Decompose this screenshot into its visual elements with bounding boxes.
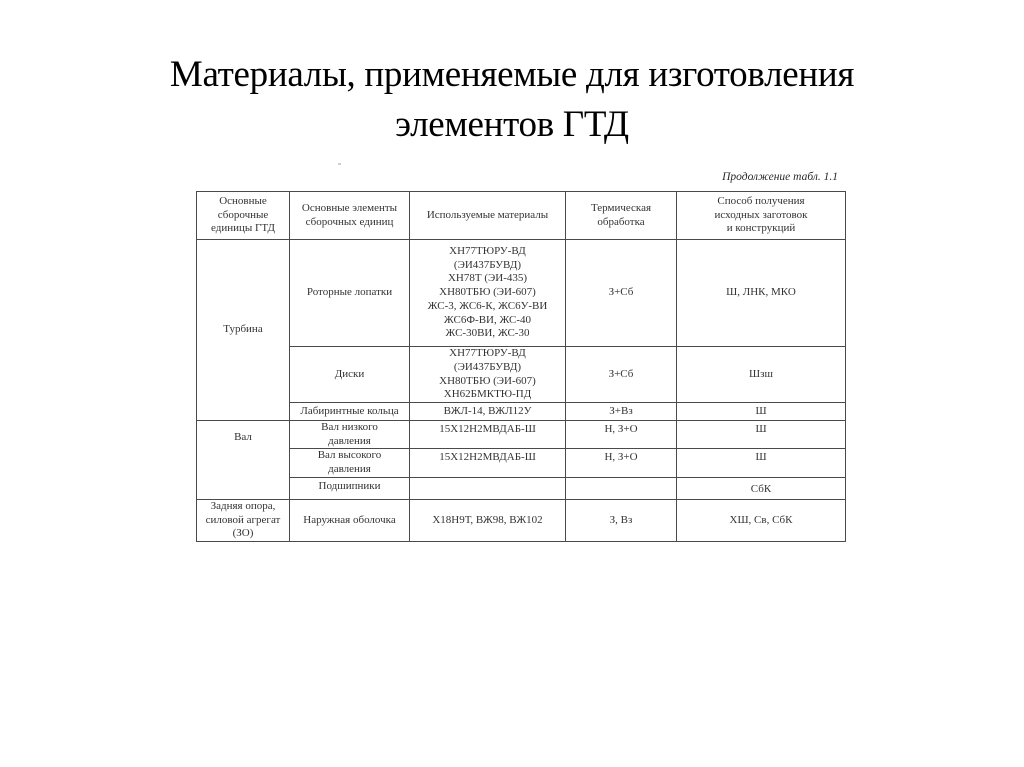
element-text: Диски — [334, 367, 365, 380]
material-text: ХН62БМКТЮ-ПД — [443, 388, 532, 401]
header-text: сборочные — [217, 208, 269, 221]
material-text: (ЭИ437БУВД) — [453, 258, 522, 271]
unit-text: Вал — [234, 431, 252, 443]
unit-cell-turbine — [197, 240, 290, 421]
table-row — [197, 449, 846, 477]
table-row — [197, 477, 846, 499]
unit-cell-rear-support — [197, 499, 290, 541]
method-cell: ХШ, Св, СбК — [677, 499, 846, 541]
unit-text: (ЗО) — [232, 527, 254, 540]
material-text: (ЭИ437БУВД) — [453, 360, 522, 373]
heat-treatment-cell: З+Сб — [566, 240, 677, 347]
header-text: Основные элементы — [301, 201, 398, 214]
element-cell — [290, 477, 410, 499]
element-cell — [290, 499, 410, 541]
material-text: ЖС6Ф-ВИ, ЖС-40 — [443, 313, 532, 326]
element-text: давления — [328, 463, 371, 476]
slide-title-line-1: Материалы, применяемые для изготовления — [169, 54, 855, 95]
element-cell — [290, 403, 410, 421]
header-text: обработка — [597, 215, 645, 228]
material-text: 15Х12Н2МВДАБ-Ш — [439, 451, 536, 464]
header-method — [677, 192, 846, 240]
material-text: ВЖЛ-14, ВЖЛ12У — [443, 404, 532, 417]
method-cell: Шзш — [677, 347, 846, 403]
method-cell: Ш — [677, 421, 846, 449]
materials-cell — [410, 477, 566, 499]
header-text: Используемые материалы — [426, 208, 549, 221]
element-text: Роторные лопатки — [306, 286, 393, 299]
material-text: ЖС-3, ЖС6-К, ЖС6У-ВИ — [427, 299, 548, 312]
heat-treatment-cell — [566, 477, 677, 499]
element-cell — [290, 421, 410, 449]
unit-text: силовой агрегат — [205, 513, 281, 526]
slide-title-line-2: элементов ГТД — [395, 104, 629, 145]
element-cell — [290, 240, 410, 347]
method-cell: Ш — [677, 403, 846, 421]
element-text: Лабиринтные кольца — [300, 404, 399, 417]
table-row — [197, 347, 846, 403]
method-cell: Ш, ЛНК, МКО — [677, 240, 846, 347]
heat-treatment-cell: Н, З+О — [566, 421, 677, 449]
scan-speck — [338, 163, 341, 165]
materials-cell — [410, 403, 566, 421]
header-materials — [410, 192, 566, 240]
table-row — [197, 403, 846, 421]
method-cell: Ш — [677, 449, 846, 477]
heat-treatment-cell: З+Сб — [566, 347, 677, 403]
header-text: Термическая — [590, 201, 652, 214]
header-text: единицы ГТД — [211, 222, 275, 235]
material-text: ХН80ТБЮ (ЭИ-607) — [439, 286, 536, 299]
materials-table — [196, 191, 846, 542]
material-text: Х18Н9Т, ВЖ98, ВЖ102 — [432, 513, 543, 526]
materials-cell — [410, 449, 566, 477]
element-text: давления — [328, 434, 371, 447]
table-header-row — [197, 192, 846, 240]
header-assembly-unit — [197, 192, 290, 240]
header-elements — [290, 192, 410, 240]
table-row — [197, 499, 846, 541]
unit-text: Задняя опора, — [210, 499, 276, 512]
materials-cell — [410, 347, 566, 403]
header-text: Основные — [219, 194, 267, 207]
material-text: 15Х12Н2МВДАБ-Ш — [439, 423, 536, 435]
header-text: и конструкций — [726, 222, 796, 235]
material-text: ХН78Т (ЭИ-435) — [447, 272, 528, 285]
materials-cell — [410, 240, 566, 347]
header-text: Способ получения — [717, 194, 805, 207]
heat-treatment-cell: З, Вз — [566, 499, 677, 541]
element-cell — [290, 449, 410, 477]
element-text: Подшипники — [318, 479, 381, 492]
header-text: исходных заготовок — [714, 208, 808, 221]
heat-treatment-cell: Н, З+О — [566, 449, 677, 477]
unit-text: Турбина — [223, 323, 263, 336]
header-text: сборочных единиц — [305, 215, 394, 228]
material-text: ХН77ТЮРУ-ВД — [449, 245, 526, 258]
table-caption: Продолжение табл. 1.1 — [722, 171, 838, 183]
materials-cell — [410, 421, 566, 449]
table-row — [197, 240, 846, 347]
slide-title — [0, 50, 1024, 150]
element-cell — [290, 347, 410, 403]
unit-cell-shaft — [197, 421, 290, 500]
element-text: Вал высокого — [317, 449, 382, 462]
material-text: ХН80ТБЮ (ЭИ-607) — [439, 374, 536, 387]
materials-cell — [410, 499, 566, 541]
header-heat-treatment — [566, 192, 677, 240]
material-text: ХН77ТЮРУ-ВД — [449, 347, 526, 360]
element-text: Вал низкого — [321, 421, 378, 433]
heat-treatment-cell: З+Вз — [566, 403, 677, 421]
method-cell: СбК — [677, 477, 846, 499]
material-text: ЖС-30ВИ, ЖС-30 — [445, 327, 530, 340]
element-text: Наружная оболочка — [303, 513, 396, 526]
table-row — [197, 421, 846, 449]
